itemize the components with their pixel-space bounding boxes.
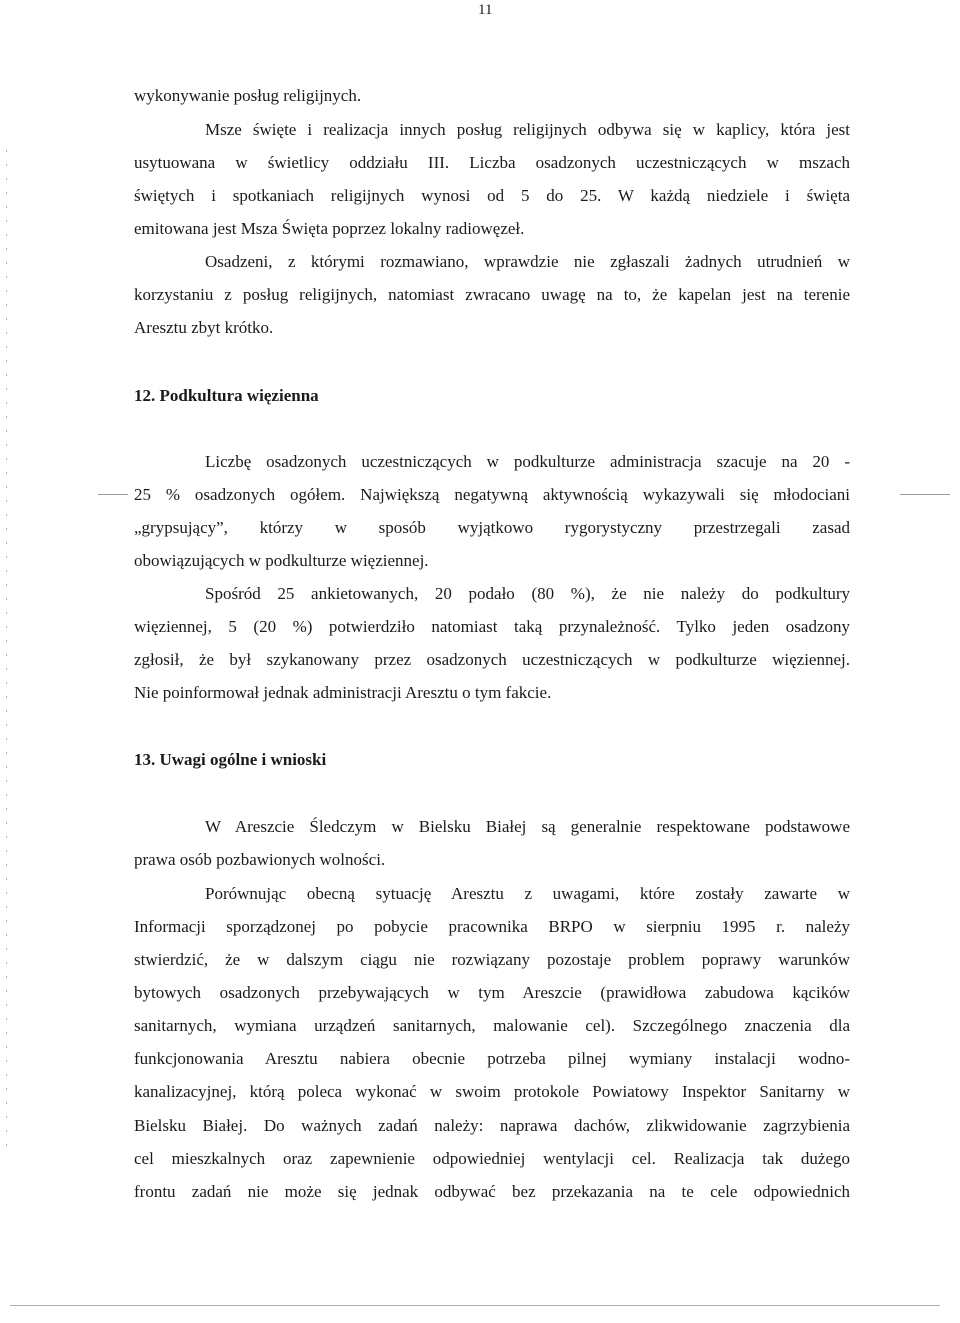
paragraph-line: wykonywanie posług religijnych. — [134, 86, 362, 105]
paragraph-line: sanitarnych, wymiana urządzeń sanitarnych, malowanie cel). Szczególnego znaczenia dla — [134, 1016, 850, 1035]
section-heading: 12. Podkultura więzienna — [134, 386, 319, 405]
paragraph-line: Bielsku Białej. Do ważnych zadań należy: naprawa dachów, zlikwidowanie zagrzybienia — [134, 1116, 850, 1135]
paragraph-line: stwierdzić, że w dalszym ciągu nie rozwiązany pozostaje problem poprawy warunków — [134, 950, 850, 969]
paragraph-line: „grypsujący”, którzy w sposób wyjątkowo rygorystyczny przestrzegali zasad — [134, 518, 850, 537]
paragraph-line: obowiązujących w podkulturze więziennej. — [134, 551, 429, 570]
paragraph-line: korzystaniu z posług religijnych, natomiast zwracano uwagę na to, że kapelan jest na terenie — [134, 285, 850, 304]
paragraph-line: Spośród 25 ankietowanych, 20 podało (80 %), że nie należy do podkultury — [205, 584, 850, 603]
paragraph-line: Liczbę osadzonych uczestniczących w podkulturze administracja szacuje na 20 - — [205, 452, 850, 471]
paragraph-line: świętych i spotkaniach religijnych wynosi od 5 do 25. W każdą niedziele i święta — [134, 186, 850, 205]
paragraph-line: emitowana jest Msza Święta poprzez lokalny radiowęzeł. — [134, 219, 525, 238]
scan-line-artifact — [98, 494, 128, 495]
paragraph-line: frontu zadań nie może się jednak odbywać bez przekazania na te cele odpowiednich — [134, 1182, 850, 1201]
scan-line-artifact — [10, 1305, 940, 1306]
paragraph-line: usytuowana w świetlicy oddziału III. Liczba osadzonych uczestniczących w mszach — [134, 153, 850, 172]
paragraph-line: więziennej, 5 (20 %) potwierdziło natomiast taką przynależność. Tylko jeden osadzony — [134, 617, 850, 636]
paragraph-line: Nie poinformował jednak administracji Aresztu o tym fakcie. — [134, 683, 552, 702]
paragraph-line: zgłosił, że był szykanowany przez osadzonych uczestniczących w podkulturze więziennej. — [134, 650, 850, 669]
paragraph-line: cel mieszkalnych oraz zapewnienie odpowiedniej wentylacji cel. Realizacja tak dużego — [134, 1149, 850, 1168]
paragraph-line: Osadzeni, z którymi rozmawiano, wprawdzie nie zgłaszali żadnych utrudnień w — [205, 252, 850, 271]
scan-margin-artifact — [6, 150, 7, 1150]
scan-line-artifact — [900, 494, 950, 495]
paragraph-line: funkcjonowania Aresztu nabiera obecnie potrzeba pilnej wymiany instalacji wodno- — [134, 1049, 850, 1068]
paragraph-line: Aresztu zbyt krótko. — [134, 318, 274, 337]
section-heading: 13. Uwagi ogólne i wnioski — [134, 750, 327, 769]
paragraph-line: Msze święte i realizacja innych posług religijnych odbywa się w kaplicy, która jest — [205, 120, 850, 139]
paragraph-line: 25 % osadzonych ogółem. Największą negatywną aktywnością wykazywali się młodociani — [134, 485, 850, 504]
paragraph-line: W Areszcie Śledczym w Bielsku Białej są generalnie respektowane podstawowe — [205, 817, 850, 836]
paragraph-line: bytowych osadzonych przebywających w tym Areszcie (prawidłowa zabudowa kącików — [134, 983, 850, 1002]
paragraph-line: Informacji sporządzonej po pobycie pracownika BRPO w sierpniu 1995 r. należy — [134, 917, 850, 936]
paragraph-line: Porównując obecną sytuację Aresztu z uwagami, które zostały zawarte w — [205, 884, 850, 903]
page-number: 11 — [478, 2, 493, 18]
paragraph-line: kanalizacyjnej, którą poleca wykonać w swoim protokole Powiatowy Inspektor Sanitarny w — [134, 1082, 850, 1101]
paragraph-line: prawa osób pozbawionych wolności. — [134, 850, 386, 869]
